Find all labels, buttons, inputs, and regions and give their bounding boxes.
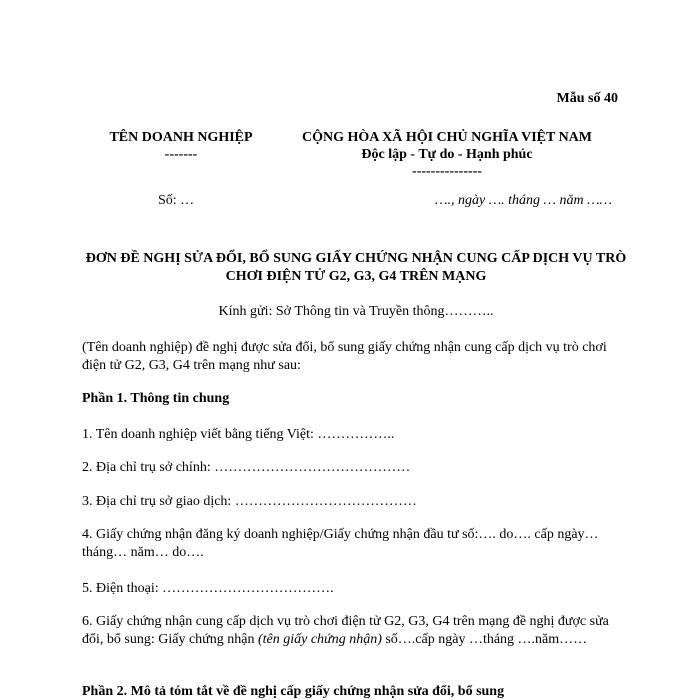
section-1-heading: Phần 1. Thông tin chung — [82, 391, 230, 406]
motto-divider: --------------- — [412, 164, 482, 179]
document-number: Số: … — [158, 193, 195, 208]
company-divider: ------- — [164, 147, 198, 162]
info-item-company-name: 1. Tên doanh nghiệp viết bằng tiếng Việt: …………….. — [82, 427, 395, 442]
country-name: CỘNG HÒA XÃ HỘI CHỦ NGHĨA VIỆT NAM — [301, 130, 592, 145]
info-item-transaction-office: 3. Địa chỉ trụ sở giao dịch: ………………………………… — [82, 494, 417, 509]
info-item-certificate-to-amend — [82, 613, 630, 649]
date-line: …., ngày …. tháng … năm …… — [435, 193, 612, 208]
national-header — [287, 129, 607, 180]
company-header — [96, 129, 266, 163]
info-item-head-office: 2. Địa chỉ trụ sở chính: …………………………………… — [82, 460, 411, 475]
item6-text-start: 6. Giấy chứng nhận cung cấp dịch vụ trò chơi điện tử G2, G3, G4 trên mạng đề nghị được sửa đổi, bổ sung: Giấy chứng nhận — [82, 614, 609, 647]
document-title: ĐƠN ĐỀ NGHỊ SỬA ĐỔI, BỔ SUNG GIẤY CHỨNG NHẬN CUNG CẤP DỊCH VỤ TRÒ CHƠI ĐIỆN TỬ G2, G3, G4 TRÊN MẠNG — [85, 251, 627, 284]
item6-certificate-name-placeholder: (tên giấy chứng nhận) — [257, 632, 382, 647]
intro-paragraph: (Tên doanh nghiệp) đề nghị được sửa đổi, bổ sung giấy chứng nhận cung cấp dịch vụ trò chơi điện tử G2, G3, G4 trên mạng như sau: — [82, 340, 607, 373]
info-item-registration-certificate: 4. Giấy chứng nhận đăng ký doanh nghiệp/Giấy chứng nhận đầu tư số:…. do…. cấp ngày… tháng… năm… do…. — [82, 527, 599, 560]
recipient-line: Kính gửi: Sở Thông tin và Truyền thông……….. — [218, 304, 494, 319]
company-name: TÊN DOANH NGHIỆP — [109, 130, 253, 145]
item6-text-end: số….cấp ngày …tháng ….năm…… — [381, 632, 588, 647]
national-motto: Độc lập - Tự do - Hạnh phúc — [361, 147, 533, 162]
section-2-heading: Phần 2. Mô tả tóm tắt về đề nghị cấp giấy chứng nhận sửa đổi, bổ sung — [82, 684, 505, 699]
info-item-phone: 5. Điện thoại: ………………………………. — [82, 581, 334, 596]
form-number: Mẫu số 40 — [556, 91, 618, 106]
